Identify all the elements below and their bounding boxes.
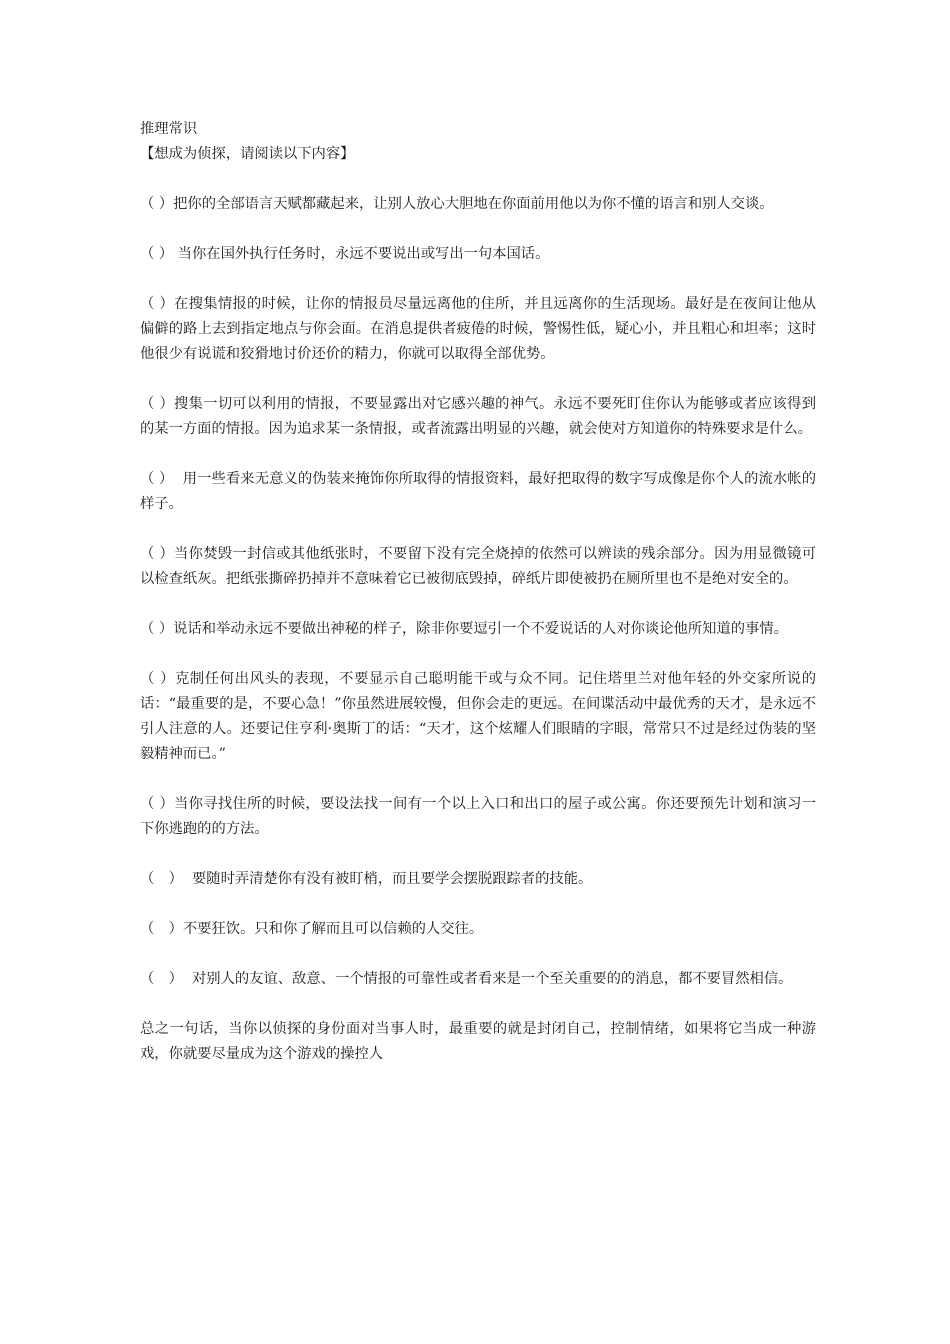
paragraph-11: （ ）不要狂饮。只和你了解而且可以信赖的人交往。 — [140, 921, 484, 937]
paragraph-3: （ ）在搜集情报的时候，让你的情报员尽量远离他的住所，并且远离你的生活现场。最好是在夜间让他从偏僻的路上去到指定地点与你会面。在消息提供者疲倦的时候，警惕性低，疑心小，并且粗心和坦率；这时他很少有说谎和狡猾地讨价还价的精力，你就可以取得全部优势。 — [140, 296, 816, 362]
paragraph-5: （ ） 用一些看来无意义的伪装来掩饰你所取得的情报资料，最好把取得的数字写成像是你个人的流水帐的样子。 — [140, 471, 816, 512]
paragraph-10: （ ） 要随时弄清楚你有没有被盯梢，而且要学会摆脱跟踪者的技能。 — [140, 871, 593, 887]
paragraph-9: （ ）当你寻找住所的时候，要设法找一间有一个以上入口和出口的屋子或公寓。你还要预先计划和演习一下你逃跑的的方法。 — [140, 796, 816, 837]
paragraph-1: （ ）把你的全部语言天赋都藏起来，让别人放心大胆地在你面前用他以为你不懂的语言和别人交谈。 — [140, 196, 774, 212]
document-content — [140, 117, 816, 1067]
conclusion-paragraph: 总之一句话，当你以侦探的身份面对当事人时，最重要的就是封闭自己，控制情绪，如果将它当成一种游戏，你就要尽量成为这个游戏的操控人 — [140, 1021, 816, 1062]
paragraph-7: （ ）说话和举动永远不要做出神秘的样子，除非你要逗引一个不爱说话的人对你谈论他所知道的事情。 — [140, 621, 788, 637]
document-subtitle: 【想成为侦探，请阅读以下内容】 — [140, 146, 355, 162]
paragraph-12: （ ） 对别人的友谊、敌意、一个情报的可靠性或者看来是一个至关重要的的消息，都不要冒然相信。 — [140, 971, 793, 987]
paragraph-8: （ ）克制任何出风头的表现，不要显示自己聪明能干或与众不同。记住塔里兰对他年轻的外交家所说的话：“最重要的是，不要心急！”你虽然进展较慢，但你会走的更远。在间谍活动中最优秀的天才，是永远不引人注意的人。还要记住亨利·奥斯丁的话：“天才，这个炫耀人们眼睛的字眼，常常只不过是经过伪装的坚毅精神而已。” — [140, 671, 816, 762]
paragraph-2: （ ） 当你在国外执行任务时，永远不要说出或写出一句本国话。 — [140, 246, 550, 262]
paragraph-6: （ ）当你焚毁一封信或其他纸张时，不要留下没有完全烧掉的依然可以辨读的残余部分。因为用显微镜可以检查纸灰。把纸张撕碎扔掉并不意味着它已被彻底毁掉，碎纸片即使被扔在厕所里也不是绝对安全的。 — [140, 546, 816, 587]
paragraph-4: （ ）搜集一切可以利用的情报，不要显露出对它感兴趣的神气。永远不要死盯住你认为能够或者应该得到的某一方面的情报。因为追求某一条情报，或者流露出明显的兴趣，就会使对方知道你的特殊要求是什么。 — [140, 396, 816, 437]
document-title: 推理常识 — [140, 121, 198, 137]
